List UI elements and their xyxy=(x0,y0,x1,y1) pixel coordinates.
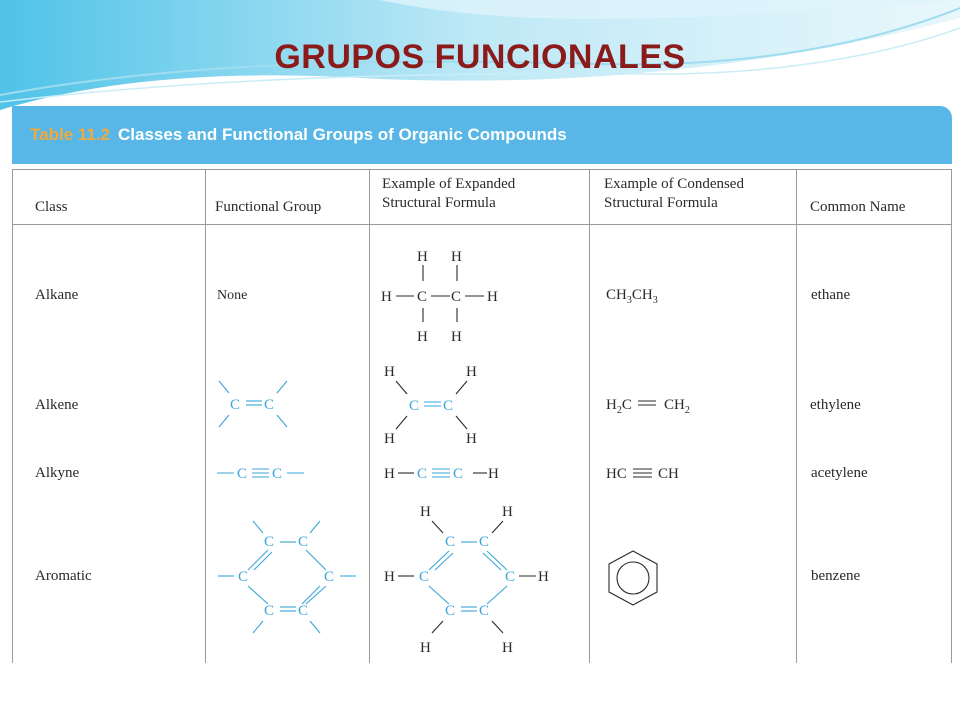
acetylene-expanded-formula xyxy=(417,466,463,482)
svg-text:CH: CH xyxy=(658,466,679,482)
svg-text:H: H xyxy=(451,249,462,265)
table-caption-text: Classes and Functional Groups of Organic Compounds xyxy=(118,125,567,144)
header-expanded-line2: Structural Formula xyxy=(382,195,496,211)
svg-text:C: C xyxy=(264,603,275,619)
alkyne-functional-group xyxy=(217,466,304,482)
svg-text:C: C xyxy=(445,534,456,550)
common-name-cell: ethane xyxy=(811,287,851,303)
header-common-name: Common Name xyxy=(810,199,906,215)
svg-text:H: H xyxy=(502,640,513,656)
common-name-cell: acetylene xyxy=(811,465,868,481)
svg-text:C: C xyxy=(298,603,309,619)
svg-text:HC: HC xyxy=(606,466,627,482)
condensed-formula-ethane: $CH_3CH_3$ xyxy=(606,287,658,306)
common-name-cell: ethylene xyxy=(810,397,861,413)
ethylene-condensed-formula xyxy=(606,397,690,416)
svg-text:H2C: $H_2C$ xyxy=(606,397,632,416)
svg-text:H: H xyxy=(538,569,549,585)
header-condensed-line1: Example of Condensed xyxy=(604,176,744,192)
svg-text:C: C xyxy=(237,466,248,482)
benzene-ring-icon xyxy=(609,551,657,605)
svg-text:H: H xyxy=(384,569,395,585)
svg-text:C: C xyxy=(417,466,428,482)
svg-text:C: C xyxy=(417,289,428,305)
class-cell: Alkyne xyxy=(35,465,80,481)
svg-text:C: C xyxy=(443,398,454,414)
svg-text:C: C xyxy=(479,603,490,619)
svg-text:C: C xyxy=(264,397,275,413)
table-number: Table 11.2 xyxy=(30,125,111,144)
svg-text:H: H xyxy=(420,504,431,520)
svg-text:C: C xyxy=(419,569,430,585)
class-cell: Alkene xyxy=(35,397,79,413)
svg-text:H: H xyxy=(487,289,498,305)
svg-text:H: H xyxy=(488,466,499,482)
svg-text:C: C xyxy=(505,569,516,585)
svg-text:H: H xyxy=(466,431,477,447)
svg-text:C: C xyxy=(451,289,462,305)
header-condensed-line2: Structural Formula xyxy=(604,195,718,211)
svg-text:H: H xyxy=(451,329,462,345)
svg-text:H: H xyxy=(384,364,395,380)
svg-text:CH2: $CH_2$ xyxy=(664,397,690,416)
ethane-expanded-formula xyxy=(381,249,498,345)
svg-text:H: H xyxy=(381,289,392,305)
alkene-functional-group xyxy=(219,381,287,427)
svg-text:H: H xyxy=(420,640,431,656)
header-class: Class xyxy=(35,199,68,215)
aromatic-functional-group xyxy=(218,521,356,633)
svg-text:H: H xyxy=(466,364,477,380)
svg-text:C: C xyxy=(238,569,249,585)
svg-text:H: H xyxy=(502,504,513,520)
class-cell: Alkane xyxy=(35,287,79,303)
svg-text:C: C xyxy=(298,534,309,550)
header-functional-group: Functional Group xyxy=(215,199,322,215)
functional-group-none: None xyxy=(217,288,248,303)
svg-text:C: C xyxy=(324,569,335,585)
benzene-expanded-formula xyxy=(384,504,549,656)
svg-text:H: H xyxy=(417,249,428,265)
class-cell: Aromatic xyxy=(35,568,92,584)
slide-title: GRUPOS FUNCIONALES xyxy=(274,38,686,76)
svg-text:C: C xyxy=(264,534,275,550)
svg-text:H: H xyxy=(384,431,395,447)
svg-text:H: H xyxy=(384,466,395,482)
svg-text:C: C xyxy=(272,466,283,482)
header-expanded-line1: Example of Expanded xyxy=(382,176,516,192)
svg-text:C: C xyxy=(409,398,420,414)
svg-text:C: C xyxy=(479,534,490,550)
svg-text:C: C xyxy=(230,397,241,413)
svg-text:C: C xyxy=(453,466,464,482)
acetylene-condensed-formula xyxy=(606,466,679,482)
svg-text:H: H xyxy=(417,329,428,345)
common-name-cell: benzene xyxy=(811,568,861,584)
svg-text:C: C xyxy=(445,603,456,619)
